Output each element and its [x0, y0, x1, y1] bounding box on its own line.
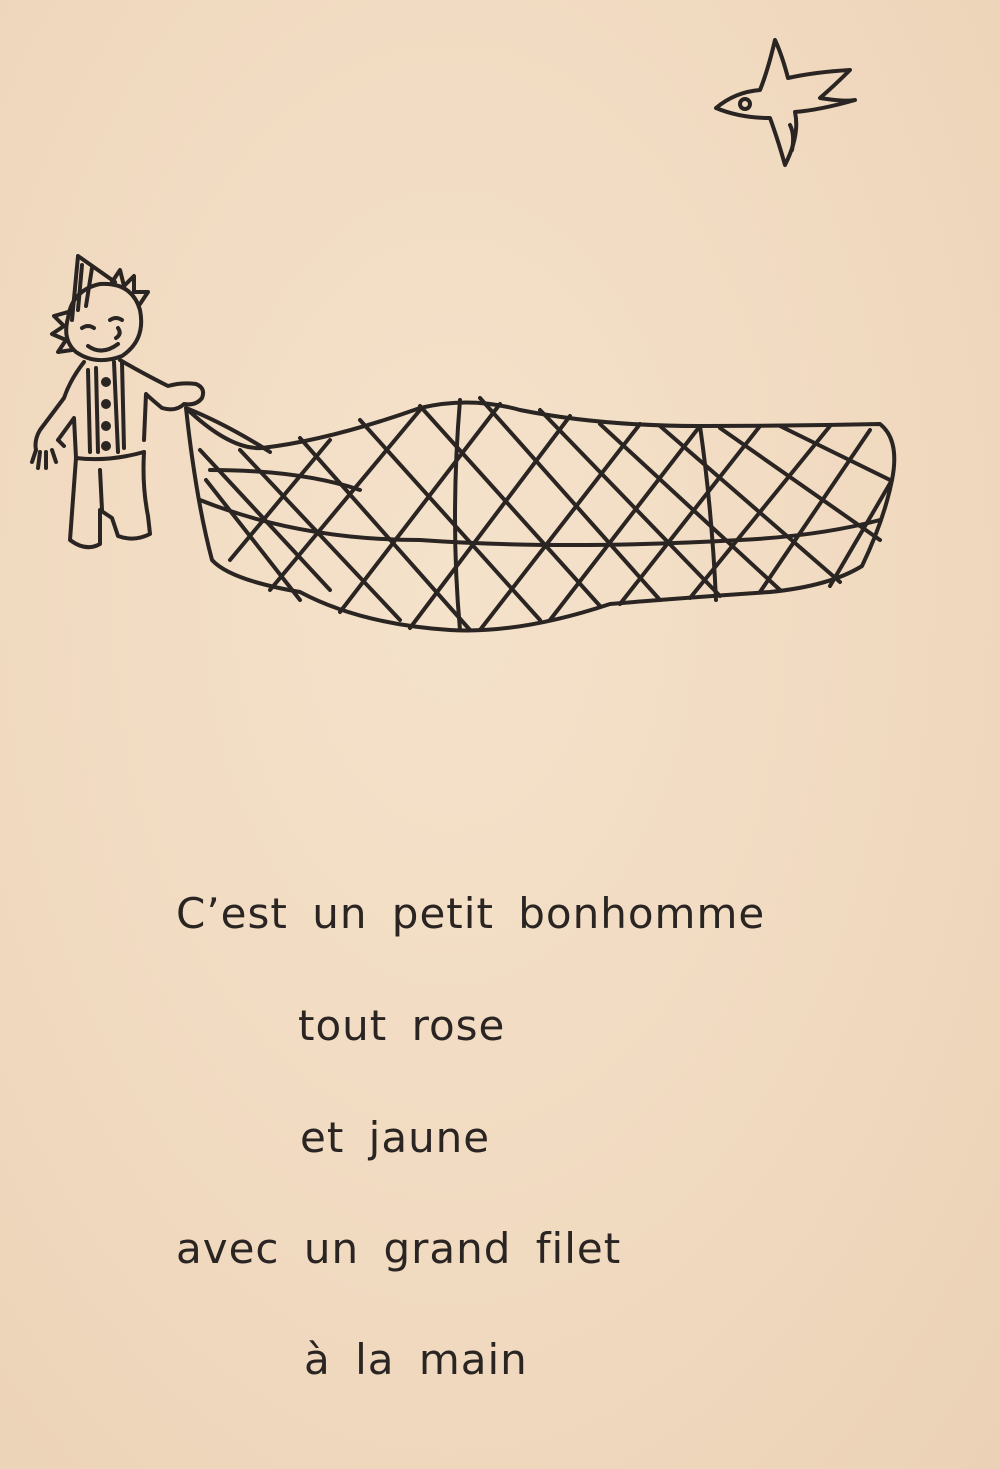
- verse-line-1: C’est un petit bonhomme: [176, 889, 766, 938]
- bird-drawing: [716, 40, 855, 165]
- verse-line-5: à la main: [304, 1335, 528, 1384]
- little-man-drawing: [32, 256, 203, 547]
- illustration: [0, 0, 1000, 700]
- net-drawing: [186, 398, 894, 630]
- verse-line-2: tout rose: [298, 1001, 506, 1050]
- verse-line-4: avec un grand filet: [176, 1224, 622, 1273]
- verse-line-3: et jaune: [300, 1113, 491, 1162]
